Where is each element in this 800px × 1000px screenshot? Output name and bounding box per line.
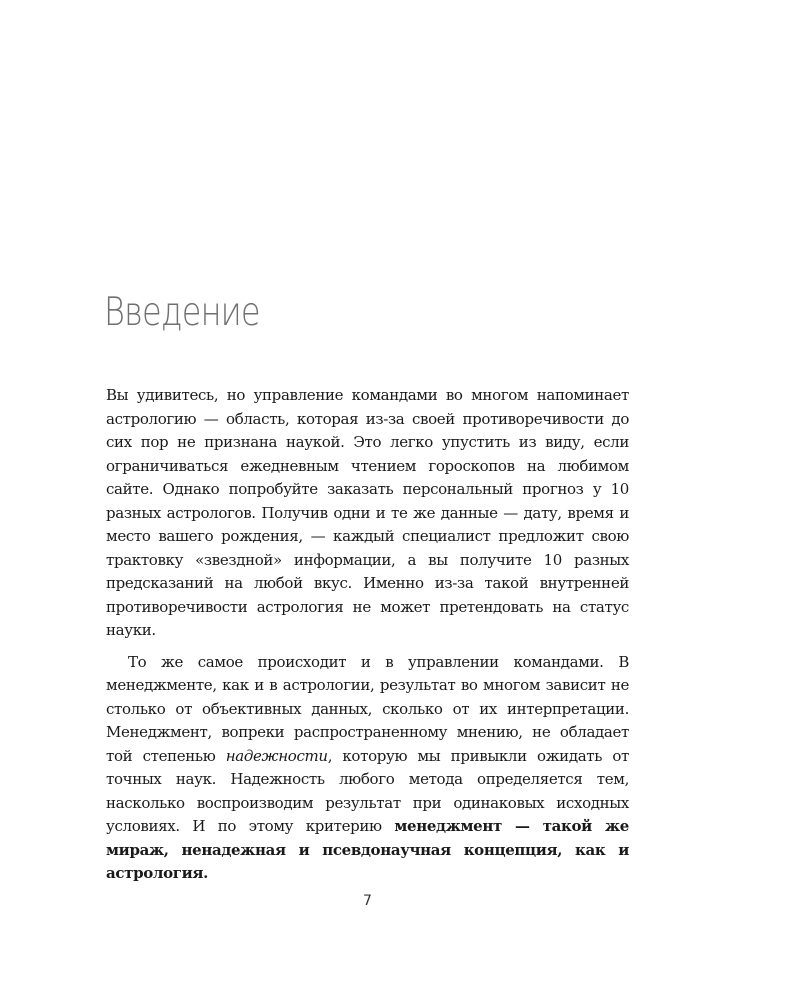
paragraph-1: [106, 384, 629, 643]
paragraph-1-text: Вы удивитесь, но управление командами во многом напоминает астрологию — область, которая из-за своей противоречивости до сих пор не признана наукой. Это легко упустить из виду, если ограничиваться ежедневным чтением гороскопов на любимом сайте. Однако попробуйте заказать персональный прогноз у 10 разных астрологов. Получив одни и те же данные — дату, время и место вашего рождения, — каждый специалист предложит свою трактовку «звездной» информации, а вы получите 10 разных предсказаний на любой вкус. Именно из-за такой внутренней противоречивости астрология не может претендовать на статус науки.: [106, 386, 629, 639]
body-text: [106, 384, 629, 886]
paragraph-2-text-middle: , которую мы привыкли ожидать от точных наук. Надежность любого метода определяется тем, насколько воспроизводим результат при одинаковых исходных условиях. И по этому критерию: [106, 746, 629, 835]
page-title: Введение: [104, 290, 260, 335]
emphasis-reliability: надежности: [225, 746, 328, 765]
paragraph-2: [106, 651, 629, 886]
bold-conclusion: менеджмент — такой же мираж, ненадежная и псевдонаучная концепция, как и астрология.: [106, 817, 629, 882]
paragraph-2-text-start: То же самое происходит и в управлении командами. В менеджменте, как и в астрологии, результат во многом зависит не столько от объективных данных, сколько от их интерпретации. Менеджмент, вопреки распространенному мнению, не обладает той степенью: [106, 652, 629, 765]
page-number: 7: [363, 893, 372, 909]
